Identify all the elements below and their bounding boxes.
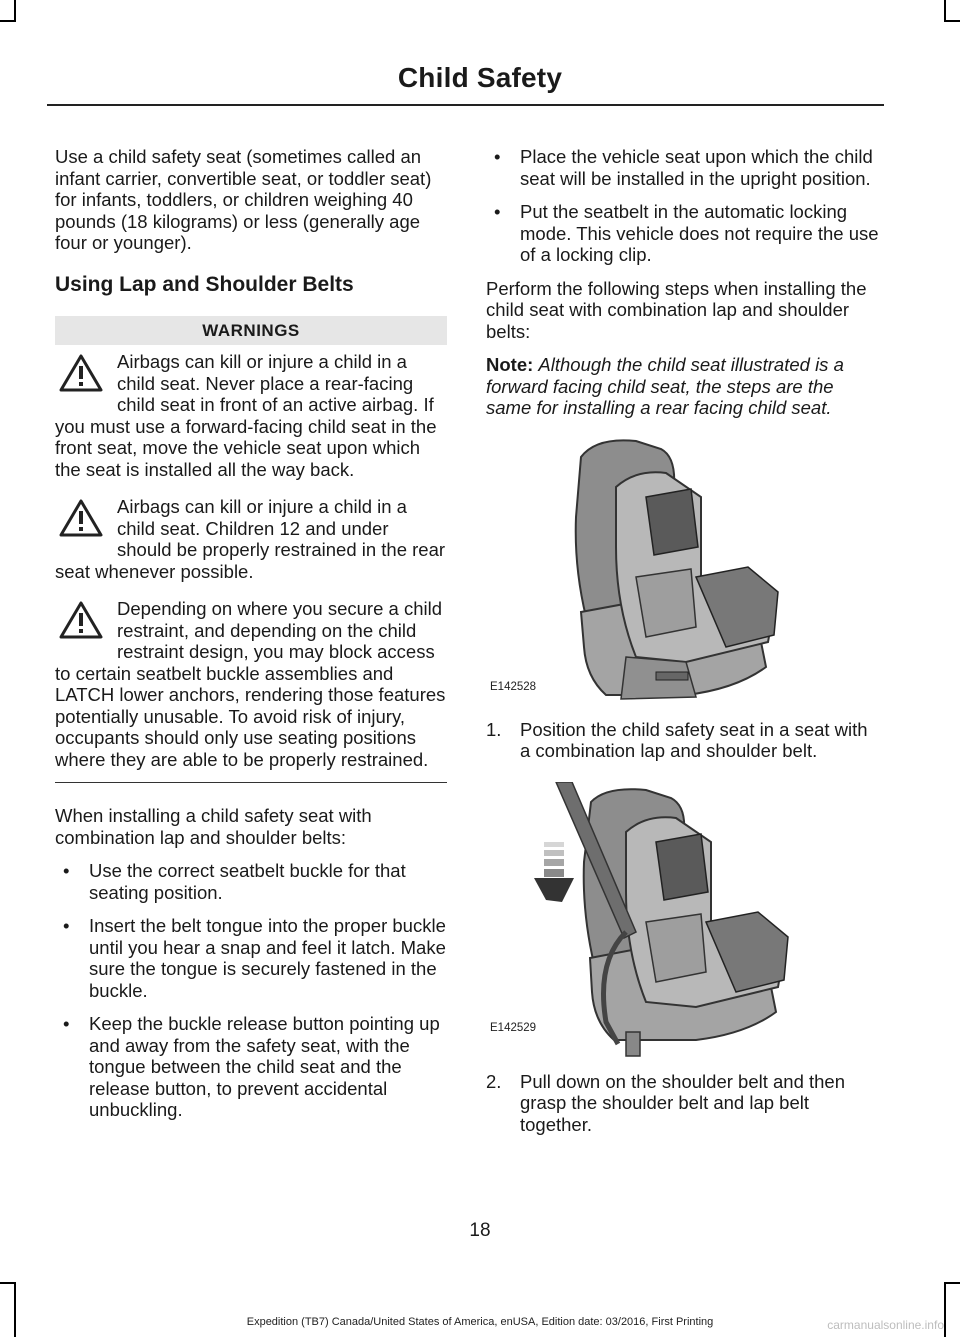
warning-item — [55, 351, 447, 480]
crop-mark — [944, 1282, 946, 1337]
list-item: • Place the vehicle seat upon which the child seat will be installed in the upright position. — [486, 146, 880, 189]
prep-bullet-list — [486, 146, 880, 266]
section-heading: Using Lap and Shoulder Belts — [55, 272, 354, 296]
watermark: carmanualsonline.info — [827, 1318, 944, 1332]
steps-intro: Perform the following steps when installing the child seat with combination lap and shoulder belts: — [486, 277, 867, 342]
figure-id: E142529 — [490, 1021, 537, 1034]
warning-item — [55, 496, 447, 582]
figure-id: E142528 — [490, 680, 537, 693]
step-list — [486, 1071, 880, 1136]
figure-child-seat-belt — [486, 782, 880, 1067]
warning-triangle-icon — [59, 351, 103, 395]
crop-mark — [944, 0, 946, 22]
warning-text: Airbags can kill or injure a child in a child seat. Children 12 and under should be properly restrained in the rear seat whenever possible. — [55, 496, 446, 582]
intro-paragraph: Use a child safety seat (sometimes called an infant carrier, convertible seat, or toddler seat) for infants, toddlers, or children weighing 40 pounds (18 kilograms) or less (generally age four or younger). — [55, 146, 432, 253]
note-text: Although the child seat illustrated is a forward facing child seat, the steps are the same for installing a rear facing child seat. — [486, 354, 844, 418]
warning-item — [55, 598, 447, 770]
note-label: Note: — [486, 354, 534, 375]
note — [486, 354, 880, 419]
warning-text: Depending on where you secure a child restraint, and depending on the child restraint design, you may block access to certain seatbelt buckle assemblies and LATCH lower anchors, rendering those features potentially unusable. To avoid risk of injury, occupants should only use seating positions where they are able to be properly restrained. — [55, 598, 446, 770]
step-list — [486, 719, 880, 762]
right-column — [486, 146, 880, 1147]
step-text: Pull down on the shoulder belt and then grasp the shoulder belt and lap belt together. — [520, 1070, 846, 1135]
list-item: • Insert the belt tongue into the proper buckle until you hear a snap and feel it latch. Make sure the tongue is securely fastened in the buckle. — [55, 915, 447, 1001]
crop-mark — [14, 0, 16, 22]
step-text: Position the child safety seat in a seat with a combination lap and shoulder belt. — [520, 718, 868, 761]
list-item: • Put the seatbelt in the automatic locking mode. This vehicle does not require the use of a locking clip. — [486, 201, 880, 266]
child-seat-belt-illustration — [486, 782, 880, 1067]
warning-triangle-icon — [59, 496, 103, 540]
warnings-title: WARNINGS — [55, 316, 447, 346]
install-intro: When installing a child safety seat with combination lap and shoulder belts: — [55, 805, 372, 848]
crop-mark — [14, 1282, 16, 1337]
list-item: • Use the correct seatbelt buckle for that seating position. — [55, 860, 447, 903]
step-item — [486, 719, 880, 762]
header-rule — [47, 104, 884, 106]
warning-text: Airbags can kill or injure a child in a child seat. Never place a rear-facing child seat in front of an active airbag. If you must use a forward-facing child seat in the front seat, move the vehicle seat upon which the seat is installed all the way back. — [55, 351, 437, 480]
crop-mark — [944, 1282, 960, 1284]
page-title: Child Safety — [397, 62, 563, 93]
warning-triangle-icon — [59, 598, 103, 642]
crop-mark — [944, 20, 960, 22]
install-bullet-list — [55, 860, 447, 1121]
crop-mark — [0, 1282, 16, 1284]
left-column — [55, 146, 447, 1133]
footer-text: Expedition (TB7) Canada/United States of America, enUSA, Edition date: 03/2016, First Printing — [246, 1316, 714, 1328]
crop-mark — [0, 20, 16, 22]
child-seat-illustration — [486, 427, 880, 717]
step-item — [486, 1071, 880, 1136]
warnings-box — [55, 316, 447, 784]
figure-child-seat — [486, 427, 880, 717]
list-item: • Keep the buckle release button pointing up and away from the safety seat, with the tongue between the child seat and the release button, to prevent accidental unbuckling. — [55, 1013, 447, 1121]
page-number: 18 — [469, 1220, 491, 1241]
